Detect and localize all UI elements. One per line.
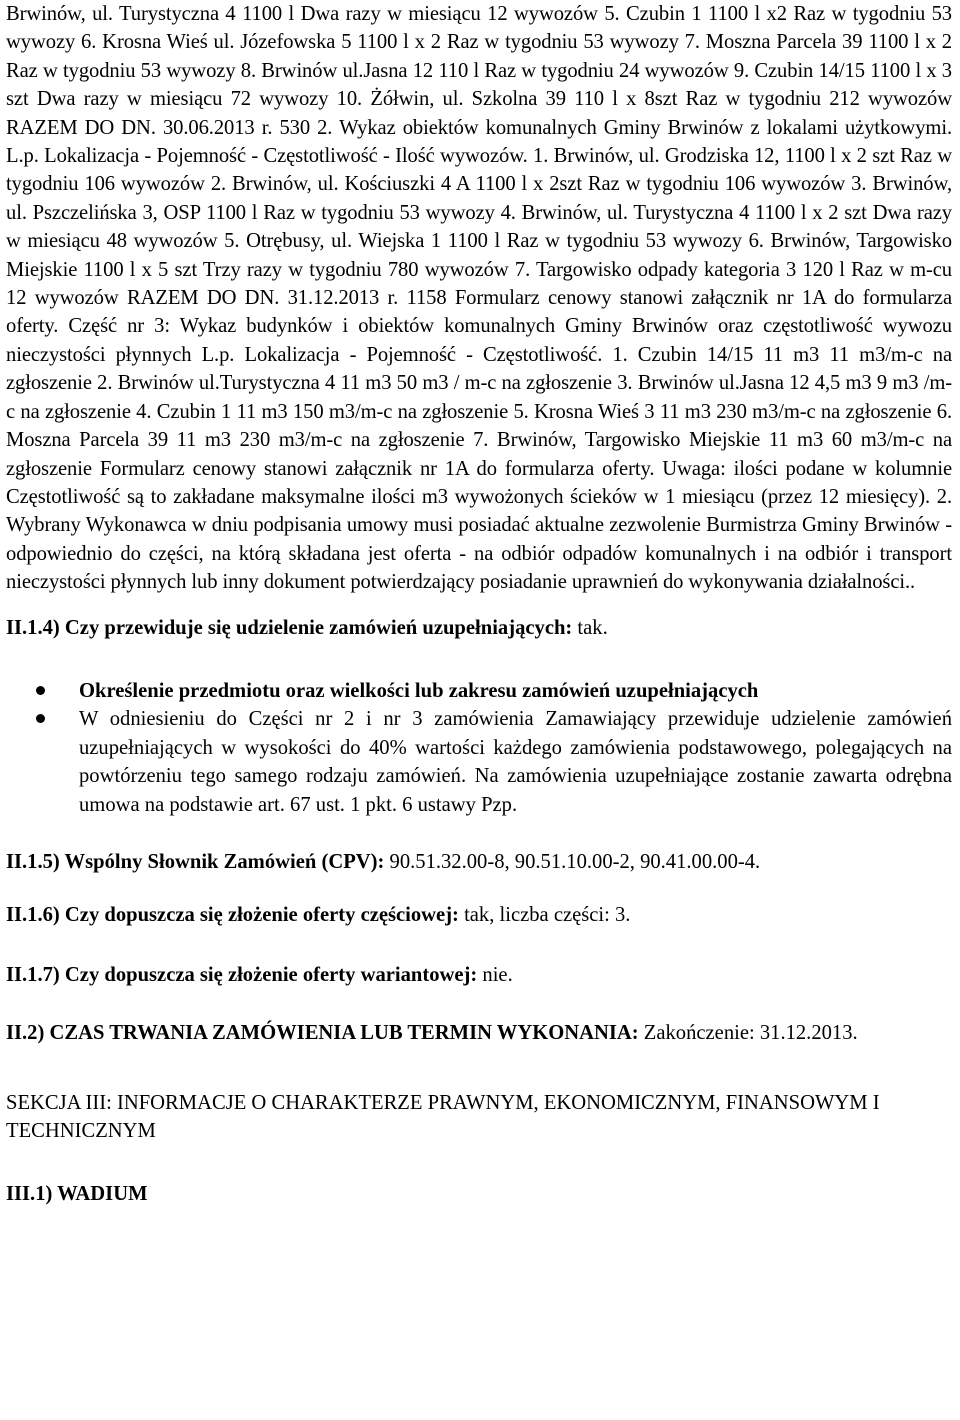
section-ii-1-5 [6, 848, 952, 876]
section-ii-2 [6, 1019, 952, 1047]
section-ii-2-value: Zakończenie: 31.12.2013. [638, 1022, 858, 1045]
bullet-dot-icon [36, 714, 45, 723]
section-ii-1-6-value: tak, liczba części: 3. [458, 904, 631, 927]
section-iii-1-heading: III.1) WADIUM [6, 1183, 148, 1206]
bullet-description-text: W odniesieniu do Części nr 2 i nr 3 zamówienia Zamawiający przewiduje udzielenie zamówień uzupełniających w wysokości do 40% wartości każdego zamówienia podstawowego, polegających na powtórzeniu tego samego rodzaju zamówień. Na zamówienia uzupełniające zostanie zawarta odrębna umowa na podstawie art. 67 ust. 1 pkt. 6 ustawy Pzp. [79, 708, 952, 816]
section-ii-1-4-label: II.1.4) Czy przewiduje się udzielenie zamówień uzupełniających: [6, 616, 573, 639]
section-ii-1-7-label: II.1.7) Czy dopuszcza się złożenie oferty wariantowej: [6, 963, 478, 986]
section-ii-1-6-label: II.1.6) Czy dopuszcza się złożenie oferty częściowej: [6, 904, 459, 927]
section-ii-1-5-label: II.1.5) Wspólny Słownik Zamówień (CPV): [6, 850, 385, 873]
section-iii-heading: SEKCJA III: INFORMACJE O CHARAKTERZE PRAWNYM, EKONOMICZNYM, FINANSOWYM I TECHNICZNYM [6, 1091, 880, 1142]
section-ii-1-7-value: nie. [477, 963, 513, 986]
bullet-heading-text: Określenie przedmiotu oraz wielkości lub zakresu zamówień uzupełniających [79, 679, 759, 702]
section-iii-1 [6, 1180, 952, 1208]
section-ii-1-6 [6, 901, 952, 929]
section-ii-1-7 [6, 961, 952, 989]
section-ii-1-4-value: tak. [572, 616, 608, 639]
bullet-item-description [6, 705, 952, 819]
bullet-item-heading [6, 677, 952, 705]
section-ii-1-4 [6, 614, 952, 642]
section-ii-2-label: II.2) CZAS TRWANIA ZAMÓWIENIA LUB TERMIN WYKONANIA: [6, 1022, 639, 1045]
body-paragraph-lists: Brwinów, ul. Turystyczna 4 1100 l Dwa razy w miesiącu 12 wywozów 5. Czubin 1 1100 l x2 Raz w tygodniu 53 wywozy 6. Krosna Wieś ul. Józefowska 5 1100 l x 2 Raz w tygodniu 53 wywozy 7. Moszna Parcela 39 1100 l x 2 Raz w tygodniu 53 wywozy 8. Brwinów ul.Jasna 12 110 l Raz w tygodniu 24 wywozów 9. Czubin 14/15 1100 l x 3 szt Dwa razy w miesiącu 72 wywozy 10. Żółwin, ul. Szkolna 39 110 l x 8szt Raz w tygodniu 212 wywozów RAZEM DO DN. 30.06.2013 r. 530 2. Wykaz obiektów komunalnych Gminy Brwinów z lokalami użytkowymi. L.p. Lokalizacja - Pojemność - Częstotliwość - Ilość wywozów. 1. Brwinów, ul. Grodziska 12, 1100 l x 2 szt Raz w tygodniu 106 wywozów 2. Brwinów, ul. Kościuszki 4 A 1100 l x 2szt Raz w tygodniu 106 wywozów 3. Brwinów, ul. Pszczelińska 3, OSP 1100 l Raz w tygodniu 53 wywozy 4. Brwinów, ul. Turystyczna 4 1100 l x 2 szt Dwa razy w miesiącu 48 wywozów 5. Otrębusy, ul. Wiejska 1 1100 l Raz w tygodniu 53 wywozy 6. Brwinów, Targowisko Miejskie 1100 l x 5 szt Trzy razy w tygodniu 780 wywozów 7. Targowisko odpady kategoria 3 120 l Raz w m-cu 12 wywozów RAZEM DO DN. 31.12.2013 r. 1158 Formularz cenowy stanowi załącznik nr 1A do formularza oferty. Część nr 3: Wykaz budynków i obiektów komunalnych Gminy Brwinów oraz częstotliwość wywozu nieczystości płynnych L.p. Lokalizacja - Pojemność - Częstotliwość. 1. Czubin 14/15 11 m3 11 m3/m-c na zgłoszenie 2. Brwinów ul.Turystyczna 4 11 m3 50 m3 / m-c na zgłoszenie 3. Brwinów ul.Jasna 12 4,5 m3 9 m3 /m-c na zgłoszenie 4. Czubin 1 11 m3 150 m3/m-c na zgłoszenie 5. Krosna Wieś 3 11 m3 230 m3/m-c na zgłoszenie 6. Moszna Parcela 39 11 m3 230 m3/m-c na zgłoszenie 7. Brwinów, Targowisko Miejskie 11 m3 60 m3/m-c na zgłoszenie Formularz cenowy stanowi załącznik nr 1A do formularza oferty. Uwaga: ilości podane w kolumnie Częstotliwość są to zakładane maksymalne ilości m3 wywożonych ścieków w 1 miesiącu (przez 12 miesięcy). 2. Wybrany Wykonawca w dniu podpisania umowy musi posiadać aktualne zezwolenie Burmistrza Gminy Brwinów - odpowiednio do części, na którą składana jest oferta - na odbiór odpadów komunalnych i na odbiór i transport nieczystości płynnych lub inny dokument potwierdzający posiadanie uprawnień do wykonywania działalności.. [6, 3, 952, 594]
bullet-dot-icon [36, 686, 45, 695]
section-ii-1-5-value: 90.51.32.00-8, 90.51.10.00-2, 90.41.00.00-4. [384, 850, 761, 873]
bullet-list [6, 677, 952, 819]
